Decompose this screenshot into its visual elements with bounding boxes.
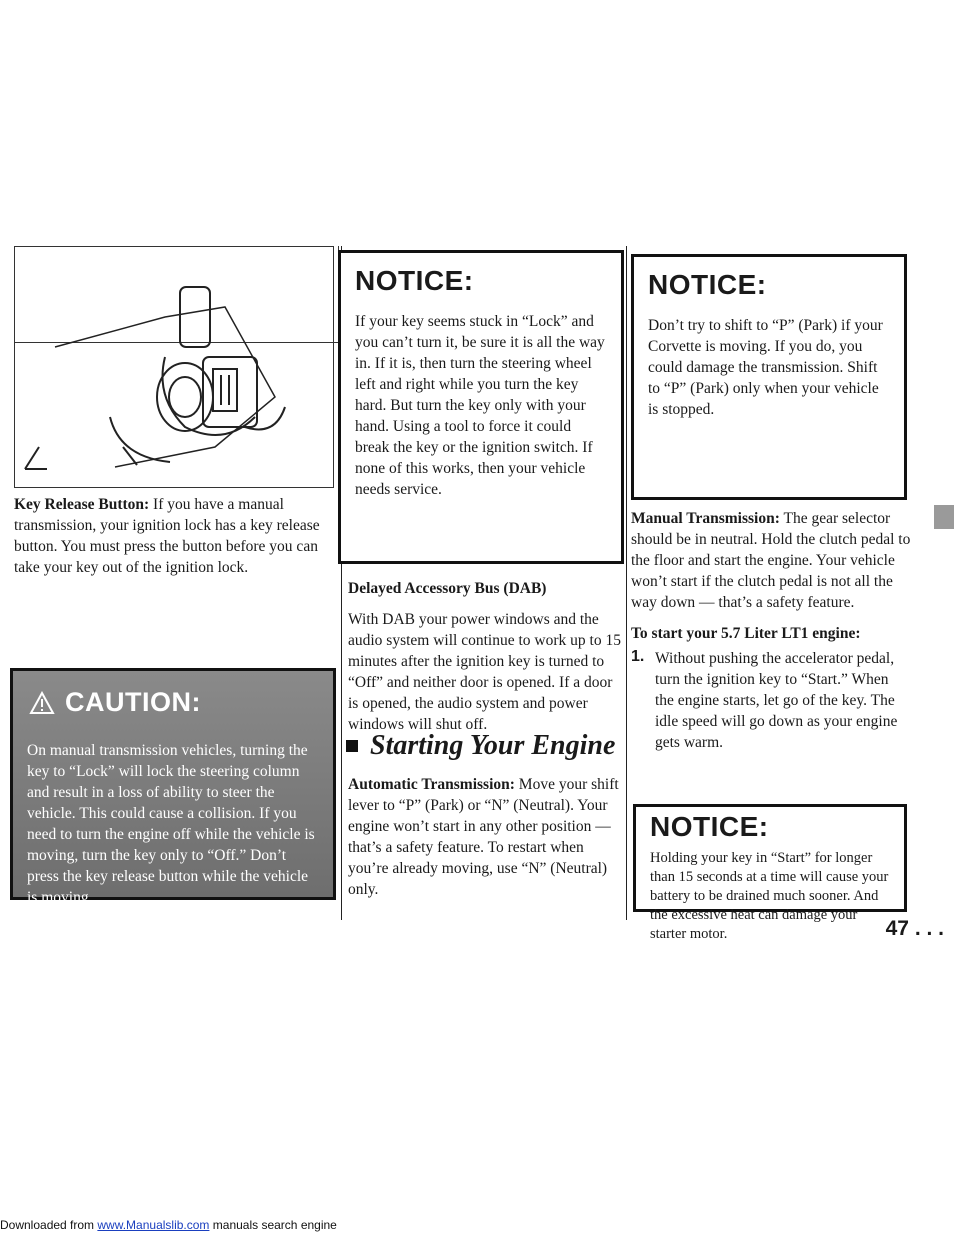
key-release-paragraph-block	[14, 494, 332, 578]
notice-text-park: Don’t try to shift to “P” (Park) if your Corvette is moving. If you do, you could damage the transmission. Shift to “P” (Park) only when your vehicle is stopped.	[648, 317, 883, 418]
warning-triangle-icon	[29, 691, 55, 715]
section-heading-starting-engine	[346, 730, 615, 762]
notice-box-key-stuck	[338, 250, 624, 564]
key-release-paragraph	[14, 494, 332, 578]
notice-text: If your key seems stuck in “Lock” and you can’t turn it, be sure it is all the way in. If it is, then turn the steering wheel left and right while you turn the key hard. But turn the key only with your hand. Using a tool to force it could break the key or the ignition switch. If none of this works, then your vehicle needs service.	[355, 313, 605, 498]
step-1	[631, 648, 911, 753]
section-tab-marker	[934, 505, 954, 529]
dab-block	[348, 578, 624, 735]
notice-title-start: NOTICE:	[650, 811, 769, 842]
footer-prefix: Downloaded from	[0, 1218, 98, 1232]
section-title: Starting Your Engine	[370, 730, 616, 761]
notice-box-start-duration	[633, 804, 907, 942]
ignition-lock-illustration	[14, 246, 334, 488]
page-number: 47 . . .	[885, 917, 944, 940]
key-release-lead: Key Release Button:	[14, 496, 150, 513]
step-text: Without pushing the accelerator pedal, turn the ignition key to “Start.” When the engine starts, let go of the key. The idle speed will go down as your engine gets warm.	[655, 650, 898, 751]
notice-title-park: NOTICE:	[648, 269, 767, 300]
caution-header	[29, 687, 319, 718]
notice-title: NOTICE:	[355, 265, 474, 296]
key-release-text: If you have a manual transmission, your ignition lock has a key release button. You must press the button before you can take your key out of the ignition lock.	[14, 496, 320, 576]
footer	[0, 1218, 960, 1242]
square-bullet-icon	[346, 740, 358, 752]
caution-text: On manual transmission vehicles, turning the key to “Lock” will lock the steering column and result in a loss of ability to steer the vehicle. This could cause a collision. If you need to turn the engine off while the vehicle is moving, turn the key only to “Off.” Don’t press the key release button while the vehicle is moving.	[27, 742, 315, 906]
manual-transmission-block	[631, 508, 911, 753]
start-engine-heading: To start your 5.7 Liter LT1 engine:	[631, 625, 861, 642]
manual-transmission-paragraph	[631, 508, 911, 613]
column-divider-2	[626, 246, 627, 920]
manual-transmission-lead: Manual Transmission:	[631, 510, 780, 527]
step-number: 1.	[631, 648, 645, 665]
ignition-lock-icon	[15, 247, 333, 487]
dab-text: With DAB your power windows and the audio system will continue to work up to 15 minutes after the ignition key is turned to “Off” and neither door is opened. If a door is opened, the audio system and power windows will shut off.	[348, 611, 621, 733]
automatic-transmission-paragraph	[348, 774, 624, 900]
automatic-transmission-block	[348, 774, 624, 900]
automatic-transmission-lead: Automatic Transmission:	[348, 776, 515, 793]
footer-link[interactable]: www.Manualslib.com	[97, 1218, 210, 1232]
notice-box-park	[631, 254, 907, 500]
automatic-transmission-text: Move your shift lever to “P” (Park) or “N” (Neutral). Your engine won’t start in any other position — that’s a safety feature. To restart when you’re already moving, use “N” (Neutral) only.	[348, 776, 619, 898]
manual-transmission-text: The gear selector should be in neutral. Hold the clutch pedal to the floor and start the engine. Your vehicle won’t start if the clutch pedal is not all the way down — that’s a safety feature.	[631, 510, 911, 611]
dab-heading: Delayed Accessory Bus (DAB)	[348, 580, 547, 597]
footer-suffix: manuals search engine	[209, 1218, 337, 1232]
notice-text-start: Holding your key in “Start” for longer than 15 seconds at a time will cause your battery to be drained much sooner. And the excessive heat can damage your starter motor.	[650, 850, 889, 942]
caution-title: CAUTION:	[65, 687, 201, 717]
caution-box	[10, 668, 336, 906]
